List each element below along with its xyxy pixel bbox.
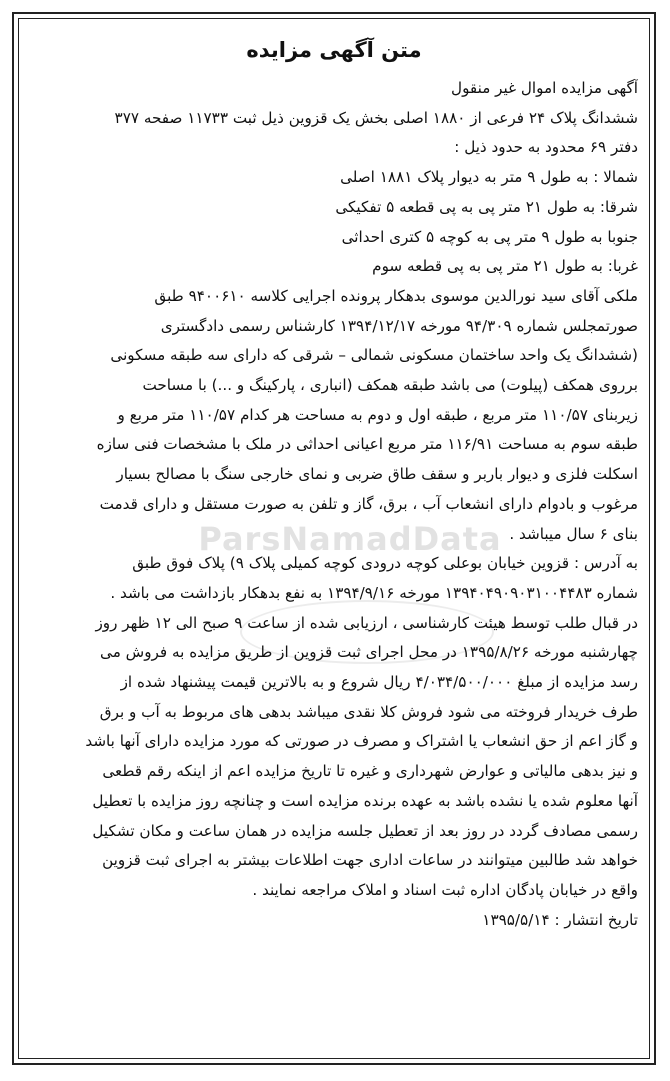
boundary-south: جنوبا به طول ۹ متر پی به کوچه ۵ کتری احداثی bbox=[341, 227, 638, 246]
notice-line: طبقه سوم به مساحت ۱۱۶/۹۱ متر مربع اعیانی احداثی در ملک با مشخصات فنی سازه bbox=[96, 435, 638, 454]
notice-line: طرف خریدار فروخته می شود فروش کلا نقدی میباشد بدهی های مربوط به آب و برق bbox=[99, 702, 638, 721]
boundary-north: شمالا : به طول ۹ متر به دیوار پلاک ۱۸۸۱ اصلی bbox=[340, 168, 638, 187]
boundary-west: غربا: به طول ۲۱ متر پی به پی قطعه سوم bbox=[372, 257, 638, 276]
notice-title: متن آگهی مزایده bbox=[246, 38, 422, 62]
notice-line: شماره ۱۳۹۴۰۴۹۰۹۰۳۱۰۰۴۴۸۳ مورخه ۱۳۹۴/۹/۱۶ به نفع بدهکار بازداشت می باشد . bbox=[110, 583, 638, 602]
notice-line: به آدرس : قزوین خیابان بوعلی کوچه درودی کوچه کمیلی پلاک ۹) پلاک فوق طبق bbox=[132, 554, 638, 573]
notice-line: صورتمجلس شماره ۹۴/۳۰۹ مورخه ۱۳۹۴/۱۲/۱۷ کارشناس رسمی دادگستری bbox=[160, 316, 638, 335]
notice-line: مرغوب و بادوام دارای انشعاب آب ، برق، گاز و تلفن به صورت مستقل و دارای قدمت bbox=[99, 494, 638, 513]
notice-line: دفتر ۶۹ محدود به حدود ذیل : bbox=[454, 138, 638, 157]
notice-line: و گاز اعم از حق انشعاب یا اشتراک و مصرف در صورتی که مورد مزایده دارای آنها باشد bbox=[85, 732, 638, 751]
watermark: ParsNamadData bbox=[198, 520, 502, 558]
notice-line: آنها معلوم شده یا نشده باشد به عهده برنده مزایده است و چنانچه روز مزایده با تعطیل bbox=[92, 791, 638, 810]
notice-line: آگهی مزایده اموال غیر منقول bbox=[451, 79, 638, 97]
notice-line: خواهد شد طالبین میتوانند در ساعات اداری جهت اطلاعات بیشتر به اجرای ثبت قزوین bbox=[102, 851, 638, 870]
notice-line: برروی همکف (پیلوت) می باشد طبقه همکف (انباری ، پارکینگ و ...) با مساحت bbox=[142, 376, 638, 395]
notice-line: در قبال طلب توسط هیئت کارشناسی ، ارزیابی شده از ساعت ۹ صبح الی ۱۲ ظهر روز bbox=[95, 613, 638, 632]
notice-line: (ششدانگ یک واحد ساختمان مسکونی شمالی – شرقی که دارای سه طبقه مسکونی bbox=[110, 346, 638, 365]
notice-line: اسکلت فلزی و دیوار باربر و سقف طاق ضربی و نمای خارجی سنگ با مصالح بسیار bbox=[116, 465, 638, 484]
notice-line: و نیز بدهی مالیاتی و عوارض شهرداری و غیره تا تاریخ مزایده اعم از اینکه رقم قطعی bbox=[102, 762, 638, 781]
notice-line: ملکی آقای سید نورالدین موسوی بدهکار پرونده اجرایی کلاسه ۹۴۰۰۶۱۰ طبق bbox=[154, 286, 638, 305]
publish-date: تاریخ انتشار : ۱۳۹۵/۵/۱۴ bbox=[482, 910, 638, 929]
notice-line: رسمی مصادف گردد در روز بعد از تعطیل جلسه مزایده در همان ساعت و مکان تشکیل bbox=[92, 821, 638, 840]
notice-line: واقع در خیابان پادگان اداره ثبت اسناد و املاک مراجعه نمایند . bbox=[252, 880, 638, 899]
auction-notice bbox=[30, 24, 638, 935]
notice-line: بنای ۶ سال میباشد . bbox=[509, 524, 638, 543]
notice-line: زیربنای ۱۱۰/۵۷ متر مربع ، طبقه اول و دوم به مساحت هر کدام ۱۱۰/۵۷ متر مربع و bbox=[117, 405, 638, 424]
notice-line: ششدانگ پلاک ۲۴ فرعی از ۱۸۸۰ اصلی بخش یک قزوین ذیل ثبت ۱۱۷۳۳ صفحه ۳۷۷ bbox=[114, 108, 638, 127]
notice-line: رسد مزایده از مبلغ ۴/۰۳۴/۵۰۰/۰۰۰ ریال شروع و به بالاترین قیمت پیشنهاد شده از bbox=[120, 673, 638, 692]
notice-body bbox=[30, 74, 638, 935]
boundary-east: شرقا: به طول ۲۱ متر پی به پی قطعه ۵ تفکیکی bbox=[335, 197, 638, 216]
notice-line: چهارشنبه مورخه ۱۳۹۵/۸/۲۶ در محل اجرای ثبت قزوین از طریق مزایده به فروش می bbox=[100, 643, 638, 662]
